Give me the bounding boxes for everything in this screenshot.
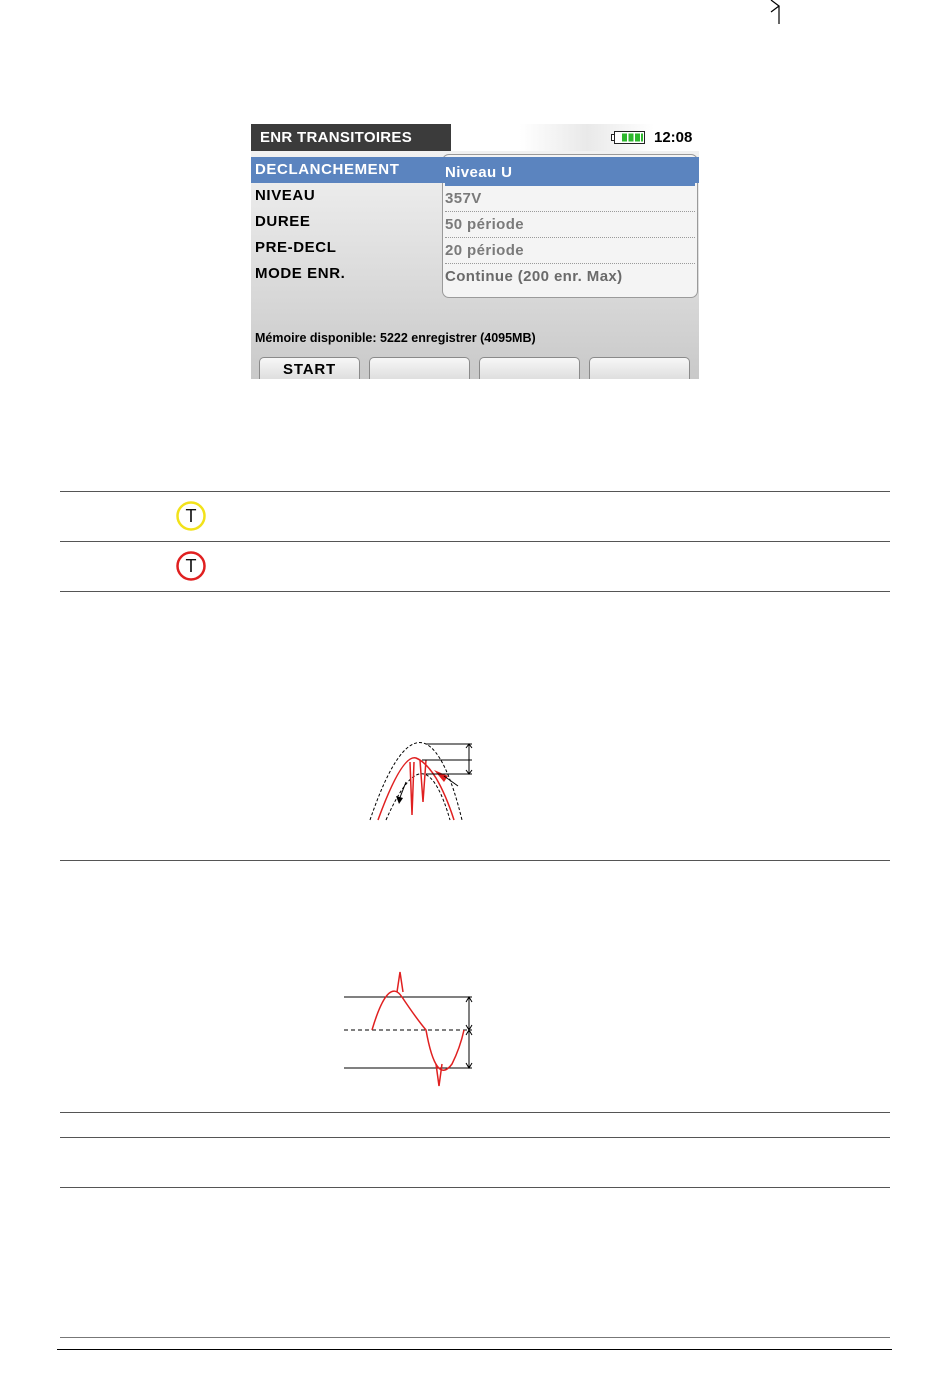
menu-label: PRE-DECL (255, 239, 337, 256)
level-trigger-diagram (340, 968, 480, 1090)
table-rule (60, 1187, 890, 1188)
title-bar (251, 124, 699, 151)
function-key-4[interactable] (589, 357, 690, 379)
menu-value-declanchement[interactable]: Niveau U (445, 160, 695, 186)
table-rule (60, 591, 890, 592)
trigger-armed-icon (176, 501, 206, 531)
function-key-2[interactable] (369, 357, 470, 379)
function-key-3[interactable] (479, 357, 580, 379)
table-rule (60, 860, 890, 861)
menu-value-pre-decl[interactable]: 20 période (445, 238, 695, 264)
start-button[interactable]: START (259, 357, 360, 379)
footer-rule (60, 1337, 890, 1338)
menu-label: MODE ENR. (255, 265, 346, 282)
memory-status: Mémoire disponible: 5222 enregistrer (4095MB) (255, 331, 536, 345)
table-rule (60, 1112, 890, 1113)
icon-letter: T (185, 506, 197, 526)
menu-label: DUREE (255, 213, 311, 230)
table-rule (60, 491, 890, 492)
menu-value-niveau[interactable]: 357V (445, 186, 695, 212)
clock: 12:08 (654, 129, 693, 146)
device-screen (251, 124, 699, 379)
battery-icon (611, 131, 645, 144)
envelope-trigger-diagram (366, 740, 478, 822)
table-rule (60, 541, 890, 542)
trigger-recording-icon (176, 551, 206, 581)
menu-label: DECLANCHEMENT (255, 161, 400, 178)
function-key-bar (258, 357, 698, 379)
table-rule (60, 1137, 890, 1138)
menu-value-mode-enr[interactable]: Continue (200 enr. Max) (445, 268, 623, 285)
menu-value-duree[interactable]: 50 période (445, 212, 695, 238)
page-corner-mark (770, 0, 782, 24)
menu-label: NIVEAU (255, 187, 316, 204)
screen-title: ENR TRANSITOIRES (251, 124, 451, 151)
icon-letter: T (185, 556, 197, 576)
footer-rule (57, 1349, 892, 1350)
